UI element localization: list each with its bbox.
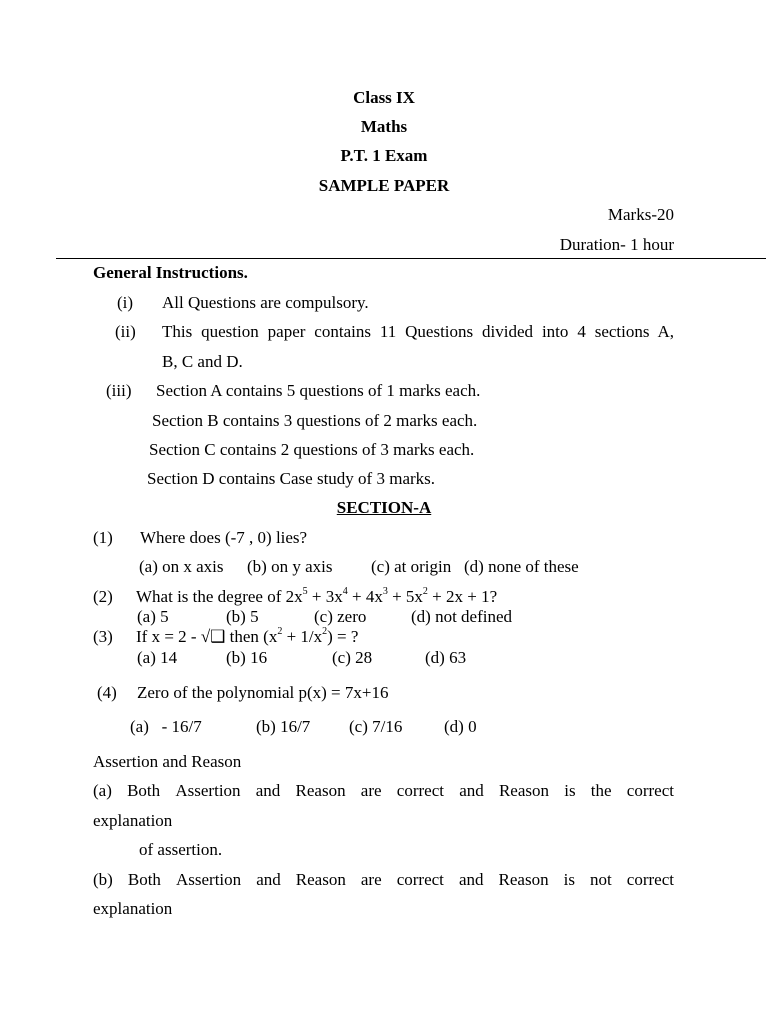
- option-b: (b) 16/7: [256, 717, 311, 736]
- word: Assertion: [175, 781, 241, 800]
- option-c: (c) at origin: [371, 557, 452, 576]
- word: Both: [127, 870, 161, 889]
- instruction-num: (iii): [106, 381, 132, 400]
- instructions-title: General Instructions.: [93, 263, 248, 282]
- instruction-text: This question paper contains 11 Questions divided into 4 sections A,: [162, 322, 674, 341]
- instruction-num: (i): [117, 293, 134, 312]
- word: correct: [396, 870, 444, 889]
- question-text: Where does (-7 , 0) lies?: [140, 528, 308, 547]
- instruction-num: (ii): [115, 322, 136, 341]
- word: Reason: [295, 870, 346, 889]
- option-d: (d) none of these: [464, 557, 579, 576]
- option-a: (a) 5: [137, 607, 169, 626]
- word: Assertion: [175, 870, 242, 889]
- option-b: (b) on y axis: [247, 557, 333, 576]
- assertion-option-a-line: [93, 781, 674, 801]
- option-a: (a) 14: [137, 648, 178, 667]
- word: Reason: [498, 781, 549, 800]
- paper-heading: SAMPLE PAPER: [318, 176, 450, 195]
- instruction-extra: Section D contains Case study of 3 marks.: [147, 469, 436, 488]
- word: and: [458, 870, 484, 889]
- instruction-text: Section A contains 5 questions of 1 marks each.: [156, 381, 481, 400]
- word: and: [459, 781, 484, 800]
- word: correct: [626, 870, 674, 889]
- question-number: (3): [93, 627, 113, 646]
- assertion-option-b-cont: explanation: [93, 899, 173, 918]
- class-heading: Class IX: [353, 88, 415, 107]
- option-d: (d) 63: [425, 648, 467, 667]
- word: not: [590, 870, 612, 889]
- section-a-title: SECTION-A: [336, 498, 432, 517]
- assertion-option-b-line: [93, 870, 674, 890]
- instruction-extra: Section B contains 3 questions of 2 marks each.: [152, 411, 478, 430]
- word: (b): [93, 870, 113, 889]
- subject-heading: Maths: [360, 117, 408, 136]
- word: and: [256, 870, 281, 889]
- instruction-extra: Section C contains 2 questions of 3 marks each.: [149, 440, 475, 459]
- word: are: [360, 781, 382, 800]
- word: correct: [626, 781, 674, 800]
- option-c: (c) zero: [314, 607, 367, 626]
- question-text: If x = 2 - √❑ then $(x^2 + 1/x^2)$ = ?: [136, 626, 359, 646]
- instruction-text-cont: B, C and D.: [162, 352, 243, 371]
- header-divider: [56, 258, 766, 259]
- word: the: [590, 781, 612, 800]
- option-b: (b) 16: [226, 648, 268, 667]
- exam-heading: P.T. 1 Exam: [340, 146, 428, 165]
- instruction-text: All Questions are compulsory.: [162, 293, 369, 312]
- question-number: (4): [97, 683, 117, 702]
- word: correct: [396, 781, 444, 800]
- word: are: [360, 870, 382, 889]
- marks-label: Marks-20: [607, 205, 674, 224]
- word: is: [564, 781, 576, 800]
- question-number: (1): [93, 528, 113, 547]
- question-number: (2): [93, 587, 113, 606]
- option-c: (c) 7/16: [349, 717, 403, 736]
- option-c: (c) 28: [332, 648, 373, 667]
- duration-label: Duration- 1 hour: [559, 235, 674, 254]
- assertion-option-a-cont: explanation: [93, 811, 173, 830]
- option-b: (b) 5: [226, 607, 259, 626]
- word: (a): [93, 781, 112, 800]
- word: Reason: [498, 870, 549, 889]
- option-a: (a) - 16/7: [130, 717, 202, 736]
- assertion-option-a-cont: of assertion.: [139, 840, 223, 859]
- word: Both: [127, 781, 161, 800]
- option-a: (a) on x axis: [139, 557, 224, 576]
- word: and: [255, 781, 281, 800]
- question-text: Zero of the polynomial p(x) = 7x+16: [137, 683, 389, 702]
- word: Reason: [295, 781, 346, 800]
- question-text: What is the degree of $2x^5 + 3x^4 + 4x^3 + 5x^2 + 2x + 1$?: [136, 586, 498, 606]
- option-d: (d) 0: [444, 717, 477, 736]
- option-d: (d) not defined: [411, 607, 513, 626]
- assertion-title: Assertion and Reason: [93, 752, 242, 771]
- word: is: [563, 870, 575, 889]
